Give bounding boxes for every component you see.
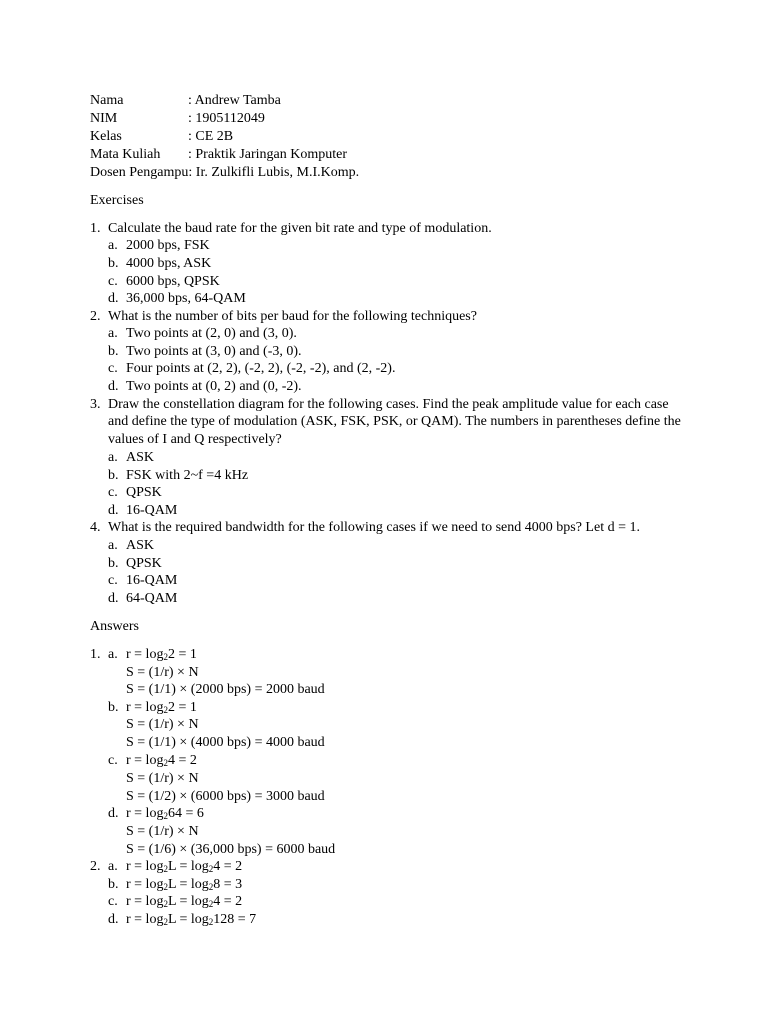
- name-value: : Andrew Tamba: [188, 93, 281, 108]
- exercises-heading: Exercises: [90, 193, 144, 208]
- option-text: ASK: [126, 538, 155, 553]
- question-text: values of I and Q respectively?: [108, 432, 282, 447]
- option-letter: d.: [108, 591, 119, 606]
- option-letter: a.: [108, 326, 118, 341]
- option-letter: b.: [108, 556, 119, 571]
- option-letter: d.: [108, 291, 119, 306]
- question-number: 4.: [90, 520, 101, 535]
- option-letter: a.: [108, 238, 118, 253]
- question-text: Draw the constellation diagram for the following cases. Find the peak amplitude value for each case: [108, 397, 669, 412]
- option-letter: b.: [108, 256, 119, 271]
- question-number: 1.: [90, 221, 101, 236]
- option-text: Two points at (0, 2) and (0, -2).: [126, 379, 302, 394]
- option-letter: a.: [108, 538, 118, 553]
- answer-letter: b.: [108, 700, 119, 715]
- answer-letter: d.: [108, 912, 119, 927]
- answer-formula: $r = \log_24 = 2$: [126, 753, 197, 768]
- option-text: QPSK: [126, 485, 162, 500]
- nim-value: : 1905112049: [188, 111, 265, 126]
- lecturer-label: Dosen Pengampu: [90, 165, 189, 180]
- course-value: : Praktik Jaringan Komputer: [188, 147, 348, 162]
- answer-formula: S = (1/r) × N: [126, 771, 199, 786]
- option-letter: c.: [108, 274, 118, 289]
- answer-formula: $r = \log_2L = \log_2128 = 7$: [126, 912, 257, 927]
- answer-formula: S = (1/r) × N: [126, 824, 199, 839]
- answer-letter: a.: [108, 647, 118, 662]
- option-text: Two points at (3, 0) and (-3, 0).: [126, 344, 302, 359]
- answer-letter: d.: [108, 806, 119, 821]
- option-text: 16-QAM: [126, 573, 178, 588]
- option-text: Two points at (2, 0) and (3, 0).: [126, 326, 297, 341]
- question-text: What is the number of bits per baud for the following techniques?: [108, 309, 477, 324]
- option-text: 2000 bps, FSK: [126, 238, 210, 253]
- course-label: Mata Kuliah: [90, 147, 161, 162]
- option-text: ASK: [126, 450, 155, 465]
- answer-letter: a.: [108, 859, 118, 874]
- answer-number: 2.: [90, 859, 101, 874]
- option-text: 36,000 bps, 64-QAM: [126, 291, 246, 306]
- class-label: Kelas: [90, 129, 122, 144]
- answer-formula: $r = \log_22 = 1$: [126, 700, 197, 715]
- lecturer-row: [90, 164, 359, 182]
- option-letter: d.: [108, 503, 119, 518]
- name-row: [90, 92, 281, 110]
- answer-formula: $r = \log_264 = 6$: [126, 806, 204, 821]
- class-row: [90, 128, 233, 146]
- option-text: 4000 bps, ASK: [126, 256, 212, 271]
- question-number: 2.: [90, 309, 101, 324]
- nim-row: [90, 110, 265, 128]
- option-text: 64-QAM: [126, 591, 178, 606]
- option-text: 16-QAM: [126, 503, 178, 518]
- question-text: and define the type of modulation (ASK, FSK, PSK, or QAM). The numbers in parentheses define the: [108, 414, 681, 429]
- question-number: 3.: [90, 397, 101, 412]
- answer-formula: S = (1/6) × (36,000 bps) = 6000 baud: [126, 842, 336, 857]
- option-letter: b.: [108, 344, 119, 359]
- answer-formula: $r = \log_2L = \log_28 = 3$: [126, 877, 243, 892]
- option-text: FSK with 2~f =4 kHz: [126, 468, 249, 483]
- option-letter: c.: [108, 573, 118, 588]
- option-letter: c.: [108, 485, 118, 500]
- nim-label: NIM: [90, 111, 118, 126]
- name-label: Nama: [90, 93, 124, 108]
- class-value: : CE 2B: [188, 129, 234, 144]
- option-letter: b.: [108, 468, 119, 483]
- answer-formula: $r = \log_2L = \log_24 = 2$: [126, 894, 243, 909]
- answer-formula: S = (1/2) × (6000 bps) = 3000 baud: [126, 789, 325, 804]
- option-text: QPSK: [126, 556, 162, 571]
- answer-formula: S = (1/1) × (4000 bps) = 4000 baud: [126, 735, 325, 750]
- question-text: Calculate the baud rate for the given bit rate and type of modulation.: [108, 221, 492, 236]
- course-row: [90, 146, 347, 164]
- question-text: What is the required bandwidth for the following cases if we need to send 4000 bps? Let d = 1.: [108, 520, 640, 535]
- answers-heading: Answers: [90, 619, 139, 634]
- option-text: Four points at (2, 2), (-2, 2), (-2, -2), and (2, -2).: [126, 361, 396, 376]
- option-letter: a.: [108, 450, 118, 465]
- answer-letter: c.: [108, 894, 118, 909]
- answer-formula: $r = \log_22 = 1$: [126, 647, 197, 662]
- option-text: 6000 bps, QPSK: [126, 274, 220, 289]
- lecturer-value: : Ir. Zulkifli Lubis, M.I.Komp.: [188, 165, 360, 180]
- answer-formula: S = (1/r) × N: [126, 717, 199, 732]
- answer-formula: $r = \log_2L = \log_24 = 2$: [126, 859, 243, 874]
- answer-formula: S = (1/r) × N: [126, 665, 199, 680]
- answer-formula: S = (1/1) × (2000 bps) = 2000 baud: [126, 682, 325, 697]
- answer-number: 1.: [90, 647, 101, 662]
- option-letter: d.: [108, 379, 119, 394]
- answer-letter: b.: [108, 877, 119, 892]
- option-letter: c.: [108, 361, 118, 376]
- answer-letter: c.: [108, 753, 118, 768]
